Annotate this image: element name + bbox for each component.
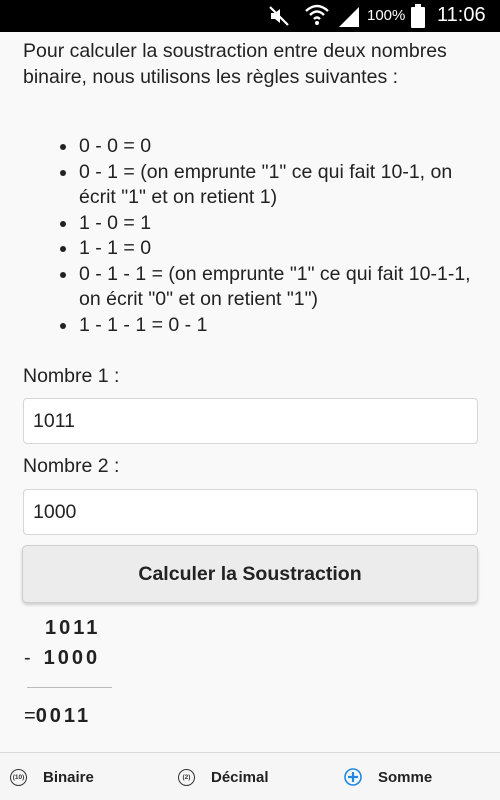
rule-item: 0 - 0 = 0 xyxy=(79,134,489,160)
wifi-icon xyxy=(304,3,330,27)
equals-sign: = xyxy=(24,705,36,727)
rules-list xyxy=(79,134,489,338)
minus-sign: - xyxy=(24,647,34,669)
nav-item-decimal[interactable] xyxy=(178,753,269,800)
battery-icon xyxy=(411,4,425,28)
mute-icon xyxy=(268,5,290,27)
nombre2-input[interactable] xyxy=(23,489,478,535)
rule-item: 1 - 1 - 1 = 0 - 1 xyxy=(79,313,489,339)
binary-icon: (10) xyxy=(10,769,27,786)
nav-item-label: Binaire xyxy=(43,768,94,786)
clock: 11:06 xyxy=(437,4,486,26)
plus-icon xyxy=(344,768,362,786)
nombre2-label: Nombre 2 : xyxy=(23,455,120,477)
nav-item-label: Décimal xyxy=(211,768,269,786)
rule-item: 1 - 0 = 1 xyxy=(79,211,489,237)
nav-item-label: Somme xyxy=(378,768,433,786)
nombre1-label: Nombre 1 : xyxy=(23,365,120,387)
result-operand2-row xyxy=(24,647,124,670)
status-bar xyxy=(0,0,500,32)
result-divider xyxy=(27,687,112,688)
result-difference: 0011 xyxy=(35,705,92,727)
signal-icon xyxy=(337,5,361,27)
intro-text: Pour calculer la soustraction entre deux nombres binaire, nous utilisons les règles suivantes : xyxy=(23,40,447,88)
nombre1-input[interactable] xyxy=(23,398,478,444)
result-operand2: 1000 xyxy=(43,647,101,669)
calculate-subtraction-button[interactable]: Calculer la Soustraction xyxy=(22,545,478,603)
decimal-icon: (2) xyxy=(178,769,195,786)
bottom-nav xyxy=(0,752,500,800)
rule-item: 1 - 1 = 0 xyxy=(79,236,489,262)
nav-item-binaire[interactable] xyxy=(10,753,94,800)
result-operand1: 1011 xyxy=(45,617,101,639)
result-difference-row xyxy=(24,705,124,728)
rule-item: 0 - 1 = (on emprunte "1" ce qui fait 10-1, on écrit "1" et on retient 1) xyxy=(79,160,489,211)
nav-item-somme[interactable] xyxy=(344,753,432,800)
rule-item: 0 - 1 - 1 = (on emprunte "1" ce qui fait 10-1-1, on écrit "0" et on retient "1") xyxy=(79,262,489,313)
battery-percent: 100% xyxy=(367,7,406,24)
